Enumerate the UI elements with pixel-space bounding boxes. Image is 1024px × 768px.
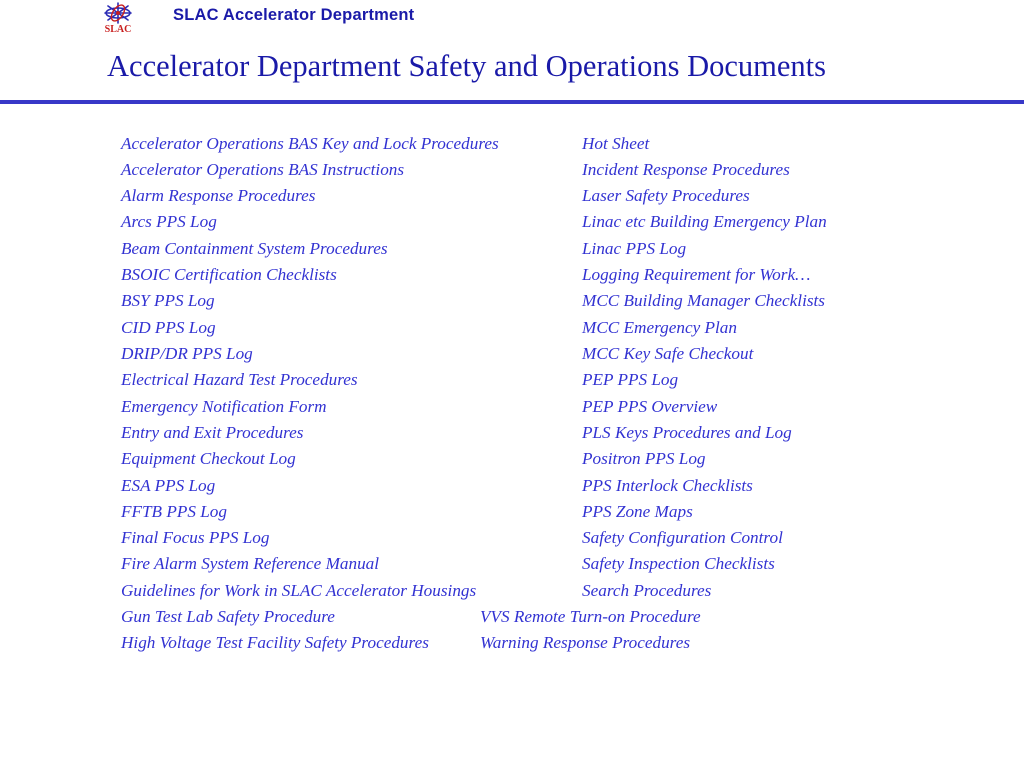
slac-logo-text: SLAC <box>104 24 132 35</box>
doc-link-final-focus-pps-log[interactable]: Final Focus PPS Log <box>121 528 270 547</box>
doc-link-logging-requirement[interactable]: Logging Requirement for Work… <box>582 265 811 284</box>
doc-link-beam-containment-procedures[interactable]: Beam Containment System Procedures <box>121 239 388 258</box>
doc-link-housing-work-guidelines[interactable]: Guidelines for Work in SLAC Accelerator Housings <box>121 581 477 600</box>
doc-link-alarm-response-procedures[interactable]: Alarm Response Procedures <box>121 186 316 205</box>
doc-link-mcc-key-safe-checkout[interactable]: MCC Key Safe Checkout <box>582 344 754 363</box>
doc-link-linac-pps-log[interactable]: Linac PPS Log <box>582 239 687 258</box>
doc-link-pls-keys-procedures[interactable]: PLS Keys Procedures and Log <box>582 423 792 442</box>
doc-link-equipment-checkout-log[interactable]: Equipment Checkout Log <box>121 449 296 468</box>
doc-link-hot-sheet[interactable]: Hot Sheet <box>582 134 650 153</box>
doc-link-safety-inspection-checklists[interactable]: Safety Inspection Checklists <box>582 554 775 573</box>
doc-link-pep-pps-overview[interactable]: PEP PPS Overview <box>582 397 718 416</box>
doc-link-linac-building-emergency-plan[interactable]: Linac etc Building Emergency Plan <box>582 212 827 231</box>
doc-link-warning-response-procedures[interactable]: Warning Response Procedures <box>480 633 691 652</box>
doc-link-laser-safety-procedures[interactable]: Laser Safety Procedures <box>582 186 750 205</box>
doc-link-fftb-pps-log[interactable]: FFTB PPS Log <box>121 502 227 521</box>
doc-link-arcs-pps-log[interactable]: Arcs PPS Log <box>121 212 217 231</box>
doc-link-pep-pps-log[interactable]: PEP PPS Log <box>582 370 679 389</box>
department-name: SLAC Accelerator Department <box>173 6 415 24</box>
doc-link-emergency-notification-form[interactable]: Emergency Notification Form <box>121 397 327 416</box>
doc-link-positron-pps-log[interactable]: Positron PPS Log <box>582 449 706 468</box>
doc-link-safety-configuration-control[interactable]: Safety Configuration Control <box>582 528 783 547</box>
doc-link-entry-exit-procedures[interactable]: Entry and Exit Procedures <box>121 423 304 442</box>
doc-link-gun-test-lab-safety[interactable]: Gun Test Lab Safety Procedure <box>121 607 335 626</box>
doc-link-mcc-emergency-plan[interactable]: MCC Emergency Plan <box>582 318 737 337</box>
doc-link-esa-pps-log[interactable]: ESA PPS Log <box>121 476 216 495</box>
doc-link-fire-alarm-reference-manual[interactable]: Fire Alarm System Reference Manual <box>121 554 380 573</box>
doc-link-cid-pps-log[interactable]: CID PPS Log <box>121 318 216 337</box>
page-title: Accelerator Department Safety and Operations Documents <box>107 49 827 83</box>
doc-link-bsy-pps-log[interactable]: BSY PPS Log <box>121 291 215 310</box>
doc-link-incident-response-procedures[interactable]: Incident Response Procedures <box>582 160 790 179</box>
doc-link-vvs-remote-turn-on[interactable]: VVS Remote Turn-on Procedure <box>480 607 701 626</box>
doc-link-drip-dr-pps-log[interactable]: DRIP/DR PPS Log <box>121 344 253 363</box>
doc-link-mcc-building-manager-checklists[interactable]: MCC Building Manager Checklists <box>582 291 825 310</box>
doc-link-search-procedures[interactable]: Search Procedures <box>582 581 712 600</box>
doc-link-pps-zone-maps[interactable]: PPS Zone Maps <box>582 502 693 521</box>
doc-link-bas-key-lock-procedures[interactable]: Accelerator Operations BAS Key and Lock Procedures <box>121 134 499 153</box>
doc-link-pps-interlock-checklists[interactable]: PPS Interlock Checklists <box>582 476 753 495</box>
header-divider <box>0 100 1024 104</box>
doc-link-high-voltage-test-facility[interactable]: High Voltage Test Facility Safety Procedures <box>121 633 429 652</box>
slac-logo <box>99 1 137 35</box>
doc-link-electrical-hazard-test[interactable]: Electrical Hazard Test Procedures <box>121 370 358 389</box>
doc-link-bsoic-checklists[interactable]: BSOIC Certification Checklists <box>121 265 337 284</box>
doc-link-bas-instructions[interactable]: Accelerator Operations BAS Instructions <box>121 160 405 179</box>
